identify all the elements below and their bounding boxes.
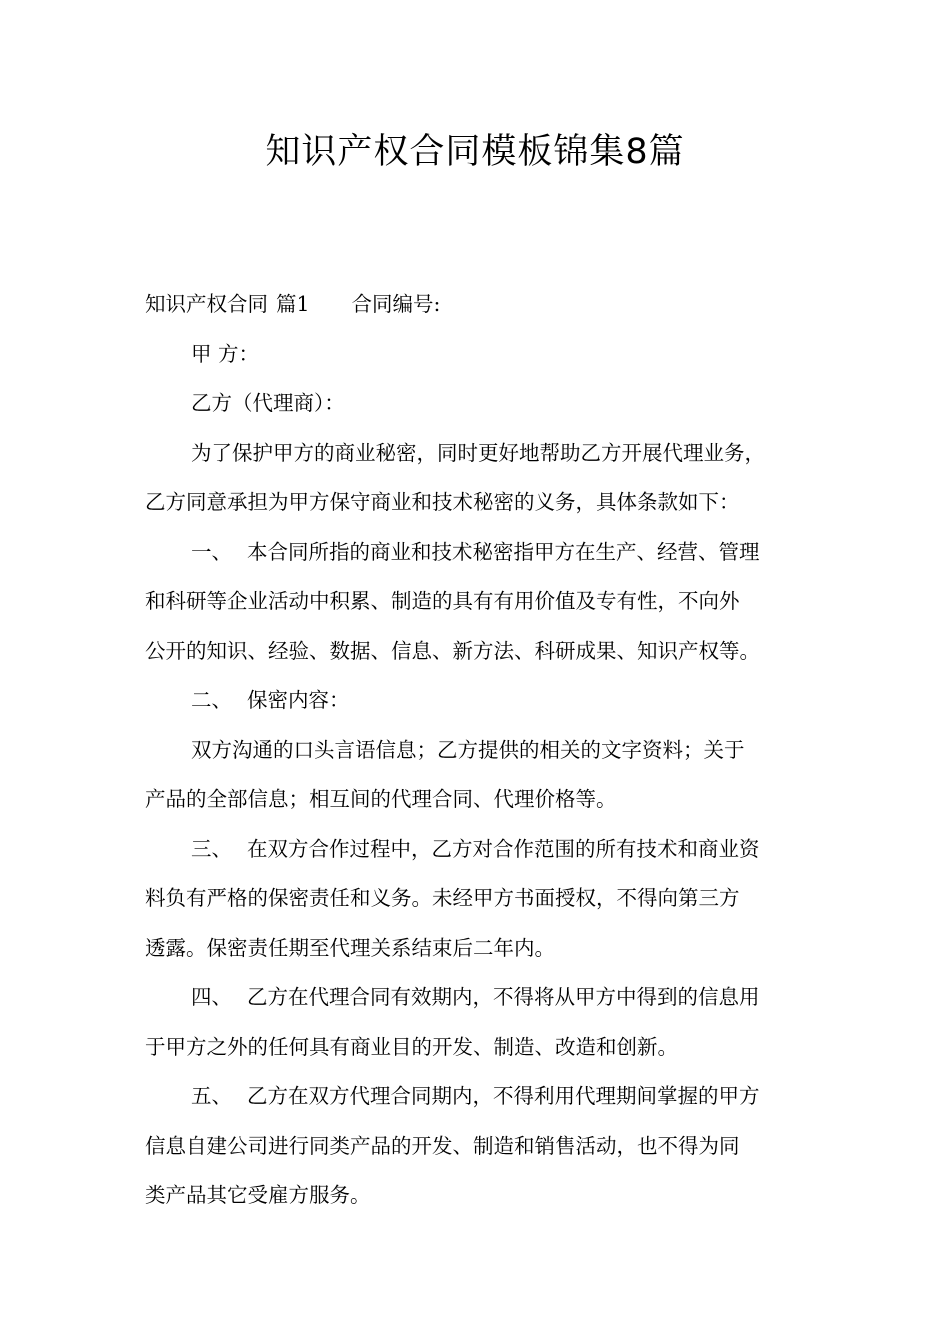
document-title: 知识产权合同模板锦集8篇 xyxy=(265,132,685,172)
clause-2-line-1 xyxy=(145,676,815,726)
clause-4-line-1 xyxy=(145,973,815,1023)
clause-1-line-3: 公开的知识、经验、数据、信息、新方法、科研成果、知识产权等。 xyxy=(145,638,760,663)
intro-line-2: 乙方同意承担为甲方保守商业和技术秘密的义务，具体条款如下： xyxy=(145,490,740,514)
clause-2-detail-line-1: 双方沟通的口头言语信息；乙方提供的相关的文字资料；关于 xyxy=(191,737,745,762)
clause-3-line-2: 料负有严格的保密责任和义务。未经甲方书面授权，不得向第三方 xyxy=(145,886,740,910)
party-b-label: 乙方（代理商）： xyxy=(191,391,345,415)
clause-3-line-1 xyxy=(145,825,815,875)
clause-5-line-3: 类产品其它受雇方服务。 xyxy=(145,1183,371,1207)
contract-number-label: 合同编号: xyxy=(351,292,441,316)
clause-1-line-1 xyxy=(145,528,815,578)
party-b-line xyxy=(145,379,815,429)
clause-1-text: 本合同所指的商业和技术秘密指甲方在生产、经营、管理 xyxy=(247,539,760,564)
clause-2-detail-line-2: 产品的全部信息；相互间的代理合同、代理价格等。 xyxy=(145,787,617,811)
clause-5-text: 乙方在双方代理合同期内，不得利用代理期间掌握的甲方 xyxy=(247,1084,760,1108)
clause-3-text: 在双方合作过程中，乙方对合作范围的所有技术和商业资 xyxy=(247,836,760,861)
section-number: 篇1 xyxy=(276,292,310,316)
clause-5-number: 五、 xyxy=(191,1084,232,1108)
clause-2-text: 保密内容： xyxy=(247,688,350,712)
clause-1-line-2: 和科研等企业活动中积累、制造的具有有用价值及专有性，不向外 xyxy=(145,589,740,613)
clause-5-line-2: 信息自建公司进行同类产品的开发、制造和销售活动，也不得为同 xyxy=(145,1133,740,1158)
clause-1-number: 一、 xyxy=(191,539,232,564)
party-a-label: 甲 方： xyxy=(191,341,260,366)
document-body xyxy=(145,280,815,1221)
clause-4-text: 乙方在代理合同有效期内，不得将从甲方中得到的信息用 xyxy=(247,985,760,1009)
clause-4-number: 四、 xyxy=(191,985,232,1009)
clause-3-number: 三、 xyxy=(191,836,232,861)
clause-5-line-1 xyxy=(145,1072,815,1122)
clause-2-number: 二、 xyxy=(191,688,232,712)
section-heading-line xyxy=(145,280,815,330)
party-a-line xyxy=(145,330,815,380)
intro-line-1: 为了保护甲方的商业秘密，同时更好地帮助乙方开展代理业务， xyxy=(191,440,765,465)
clause-3-line-3: 透露。保密责任期至代理关系结束后二年内。 xyxy=(145,935,555,960)
clause-4-line-2: 于甲方之外的任何具有商业目的开发、制造、改造和创新。 xyxy=(145,1034,678,1059)
section-heading: 知识产权合同 xyxy=(145,292,268,316)
